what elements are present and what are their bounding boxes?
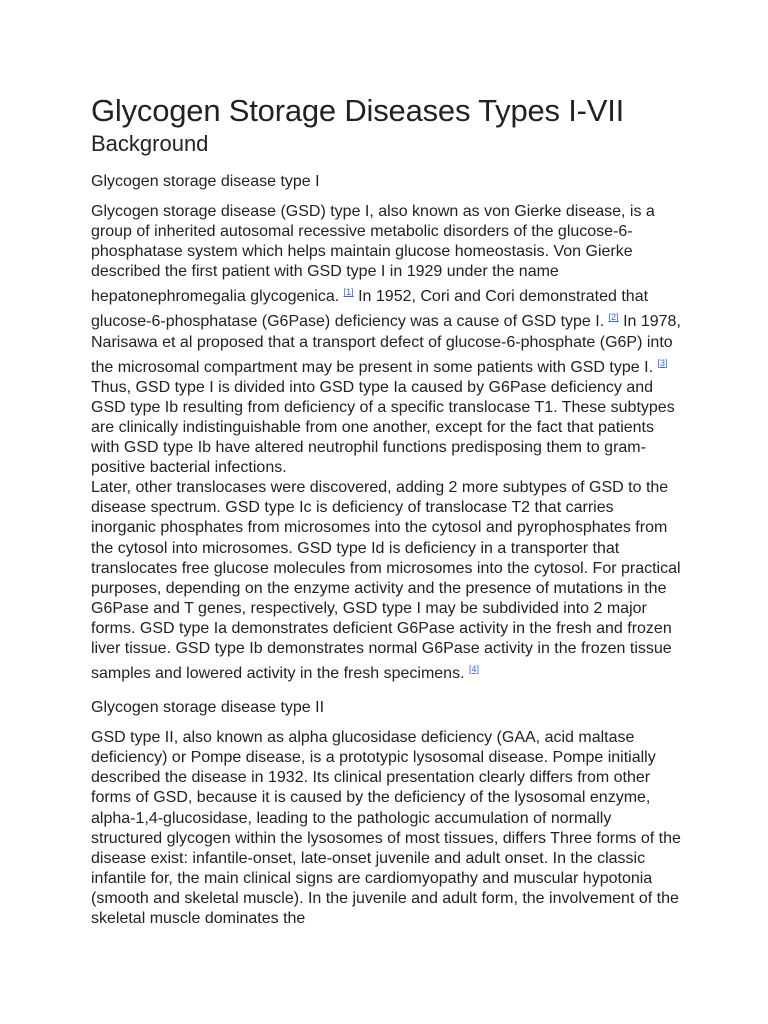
document-page bbox=[91, 92, 681, 929]
reference-link-3[interactable]: [3] bbox=[657, 357, 668, 368]
reference-link-4[interactable]: [4] bbox=[468, 664, 479, 675]
text-span: Thus, GSD type I is divided into GSD type Ia caused by G6Pase deficiency and GSD type Ib resulting from deficiency of a specific translocase T1. These subtypes are clinically indistinguishable from one another, except for the fact that patients with GSD type Ib have altered neutrophil functions predisposing them to gram-positive bacterial infections. bbox=[91, 378, 675, 477]
reference-link-2[interactable]: [2] bbox=[608, 312, 619, 323]
page-subtitle: Background bbox=[91, 131, 209, 156]
page-title: Glycogen Storage Diseases Types I-VII bbox=[91, 93, 625, 128]
paragraph-type-2-intro: GSD type II, also known as alpha glucosidase deficiency (GAA, acid maltase deficiency) or Pompe disease, is a prototypic lysosomal disease. Pompe initially described the disease in 1932. Its clinical presentation clearly differs from other forms of GSD, because it is caused by the deficiency of the lysosomal enzyme, alpha-1,4-glucosidase, leading to the pathologic accumulation of normally structured glycogen within the lysosomes of most tissues, differs Three forms of the disease exist: infantile-onset, late-onset juvenile and adult onset. In the classic infantile for, the main clinical signs are cardiomyopathy and muscular hypotonia (smooth and skeletal muscle). In the juvenile and adult form, the involvement of the skeletal muscle dominates the bbox=[91, 729, 681, 927]
text-span: Glycogen storage disease (GSD) type I, also known as von Gierke disease, is a group of inherited autosomal recessive metabolic disorders of the glucose-6- phosphatase system which helps maintain glucose homeostasis. Von Gierke described the first patient with GSD type I in 1929 under the name hepatonephromegalia glycogenica. bbox=[91, 203, 655, 306]
paragraph-type-1-intro bbox=[91, 202, 681, 478]
text-span: In 1978, Narisawa et al proposed that a transport defect of glucose-6-phosphate (G6P) into the microsomal compartment may be present in some patients with GSD type I. bbox=[91, 313, 681, 376]
text-span: In 1952, Cori and Cori demonstrated that glucose-6-phosphatase (G6Pase) deficiency was a cause of GSD type I. bbox=[91, 288, 649, 331]
reference-link-1[interactable]: [1] bbox=[343, 287, 354, 298]
section-heading-type-2: Glycogen storage disease type II bbox=[91, 699, 325, 717]
paragraph-type-1-subtypes bbox=[91, 478, 681, 684]
text-span: Later, other translocases were discovered, adding 2 more subtypes of GSD to the disease spectrum. GSD type Ic is deficiency of translocase T2 that carries inorganic phosphates from microsomes into the cytosol and pyrophosphates from the cytosol into microsomes. GSD type Id is deficiency in a transporter that translocates free glucose molecules from microsomes into the cytosol. For practical purposes, depending on the enzyme activity and the presence of mutations in the G6Pase and T genes, respectively, GSD type I may be subdivided into 2 major forms. GSD type Ia demonstrates deficient G6Pase activity in the fresh and frozen liver tissue. GSD type Ib demonstrates normal G6Pase activity in the frozen tissue samples and lowered activity in the fresh specimens. bbox=[91, 479, 681, 683]
section-heading-type-1: Glycogen storage disease type I bbox=[91, 173, 320, 190]
